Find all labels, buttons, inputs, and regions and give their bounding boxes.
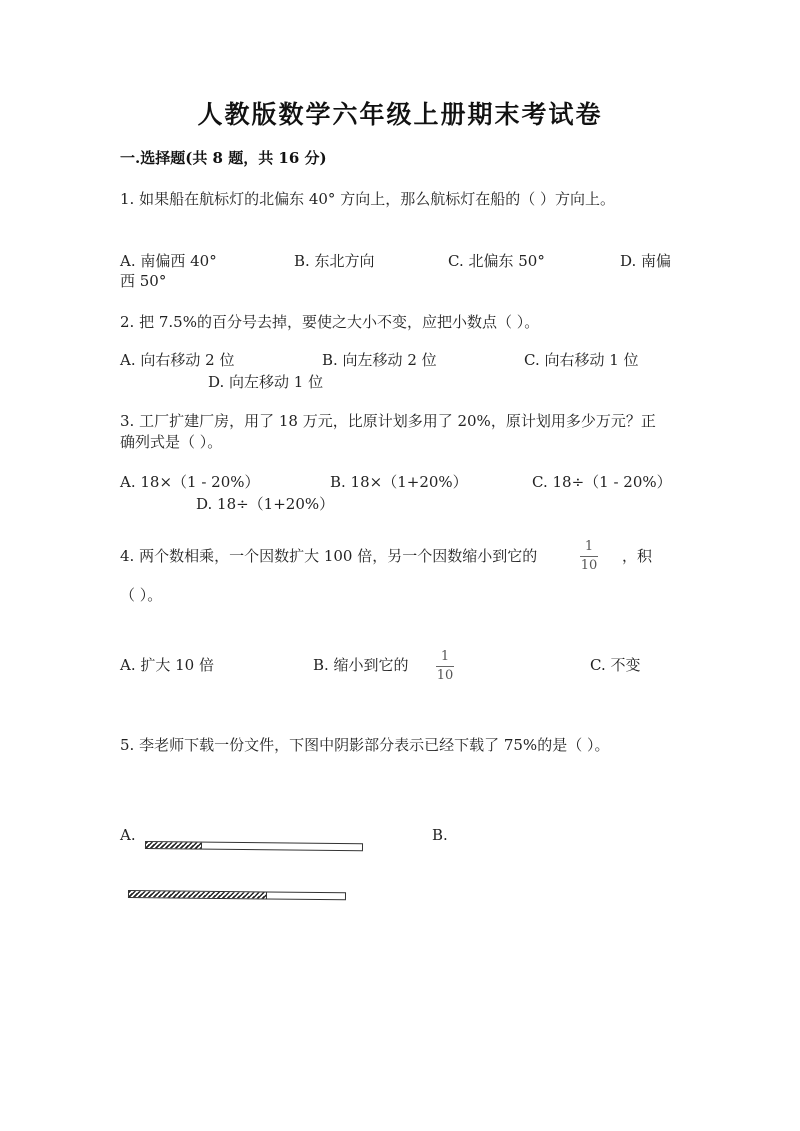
q5-option-b[interactable]: B. xyxy=(432,826,448,844)
question-1-stem: 1. 如果船在航标灯的北偏东 40° 方向上，那么航标灯在船的（ ）方向上。 xyxy=(120,190,615,208)
page-title: 人教版数学六年级上册期末考试卷 xyxy=(197,100,603,129)
q1-option-b[interactable]: B. 东北方向 xyxy=(294,252,375,270)
q4-stem-fraction xyxy=(580,540,598,573)
question-4-stem-line1: 4. 两个数相乘，一个因数扩大 100 倍，另一个因数缩小到它的 xyxy=(120,547,538,565)
section-heading: 一.选择题(共 8 题，共 16 分) xyxy=(120,149,327,167)
question-4-stem-tail: ，积 xyxy=(622,547,653,565)
q1-option-c[interactable]: C. 北偏东 50° xyxy=(448,252,545,270)
q2-option-c[interactable]: C. 向右移动 1 位 xyxy=(524,351,639,369)
q1-option-a[interactable]: A. 南偏西 40° xyxy=(120,252,217,270)
fraction-bar xyxy=(580,556,598,557)
q2-option-a[interactable]: A. 向右移动 2 位 xyxy=(120,351,235,369)
q4-option-c[interactable]: C. 不变 xyxy=(590,656,641,674)
q3-option-c[interactable]: C. 18÷（1 - 20%） xyxy=(532,473,672,491)
q4-option-b[interactable]: B. 缩小到它的 xyxy=(313,656,409,674)
q2-option-b[interactable]: B. 向左移动 2 位 xyxy=(322,351,437,369)
q4-option-a[interactable]: A. 扩大 10 倍 xyxy=(120,656,214,674)
question-3-stem-line1: 3. 工厂扩建厂房，用了 18 万元，比原计划多用了 20%，原计划用多少万元？正 xyxy=(120,412,656,430)
question-4-stem-line2: （ ）。 xyxy=(120,586,163,604)
fraction-denominator: 10 xyxy=(436,668,454,683)
question-5-stem: 5. 李老师下载一份文件，下图中阴影部分表示已经下载了 75%的是（ ）。 xyxy=(120,736,610,754)
q3-option-a[interactable]: A. 18×（1 - 20%） xyxy=(120,473,260,491)
question-2-stem: 2. 把 7.5%的百分号去掉，要使之大小不变，应把小数点（ ）。 xyxy=(120,313,540,331)
q5-option-b-shaded-portion xyxy=(129,891,267,898)
fraction-bar xyxy=(436,666,454,667)
q4-option-b-fraction xyxy=(436,650,454,683)
q1-option-d-wrap: 西 50° xyxy=(120,272,167,290)
fraction-denominator: 10 xyxy=(580,558,598,573)
q5-option-a[interactable]: A. xyxy=(120,826,136,844)
fraction-numerator: 1 xyxy=(440,649,450,664)
q2-option-d[interactable]: D. 向左移动 1 位 xyxy=(208,373,324,391)
q5-option-a-download-bar xyxy=(145,841,363,851)
q5-option-b-download-bar xyxy=(128,890,346,900)
q3-option-d[interactable]: D. 18÷（1+20%） xyxy=(196,495,335,513)
question-3-stem-line2: 确列式是（ ）。 xyxy=(120,433,223,451)
fraction-numerator: 1 xyxy=(584,539,594,554)
q1-option-d[interactable]: D. 南偏 xyxy=(620,252,672,270)
q3-option-b[interactable]: B. 18×（1+20%） xyxy=(330,473,468,491)
q5-option-a-shaded-portion xyxy=(146,842,202,849)
